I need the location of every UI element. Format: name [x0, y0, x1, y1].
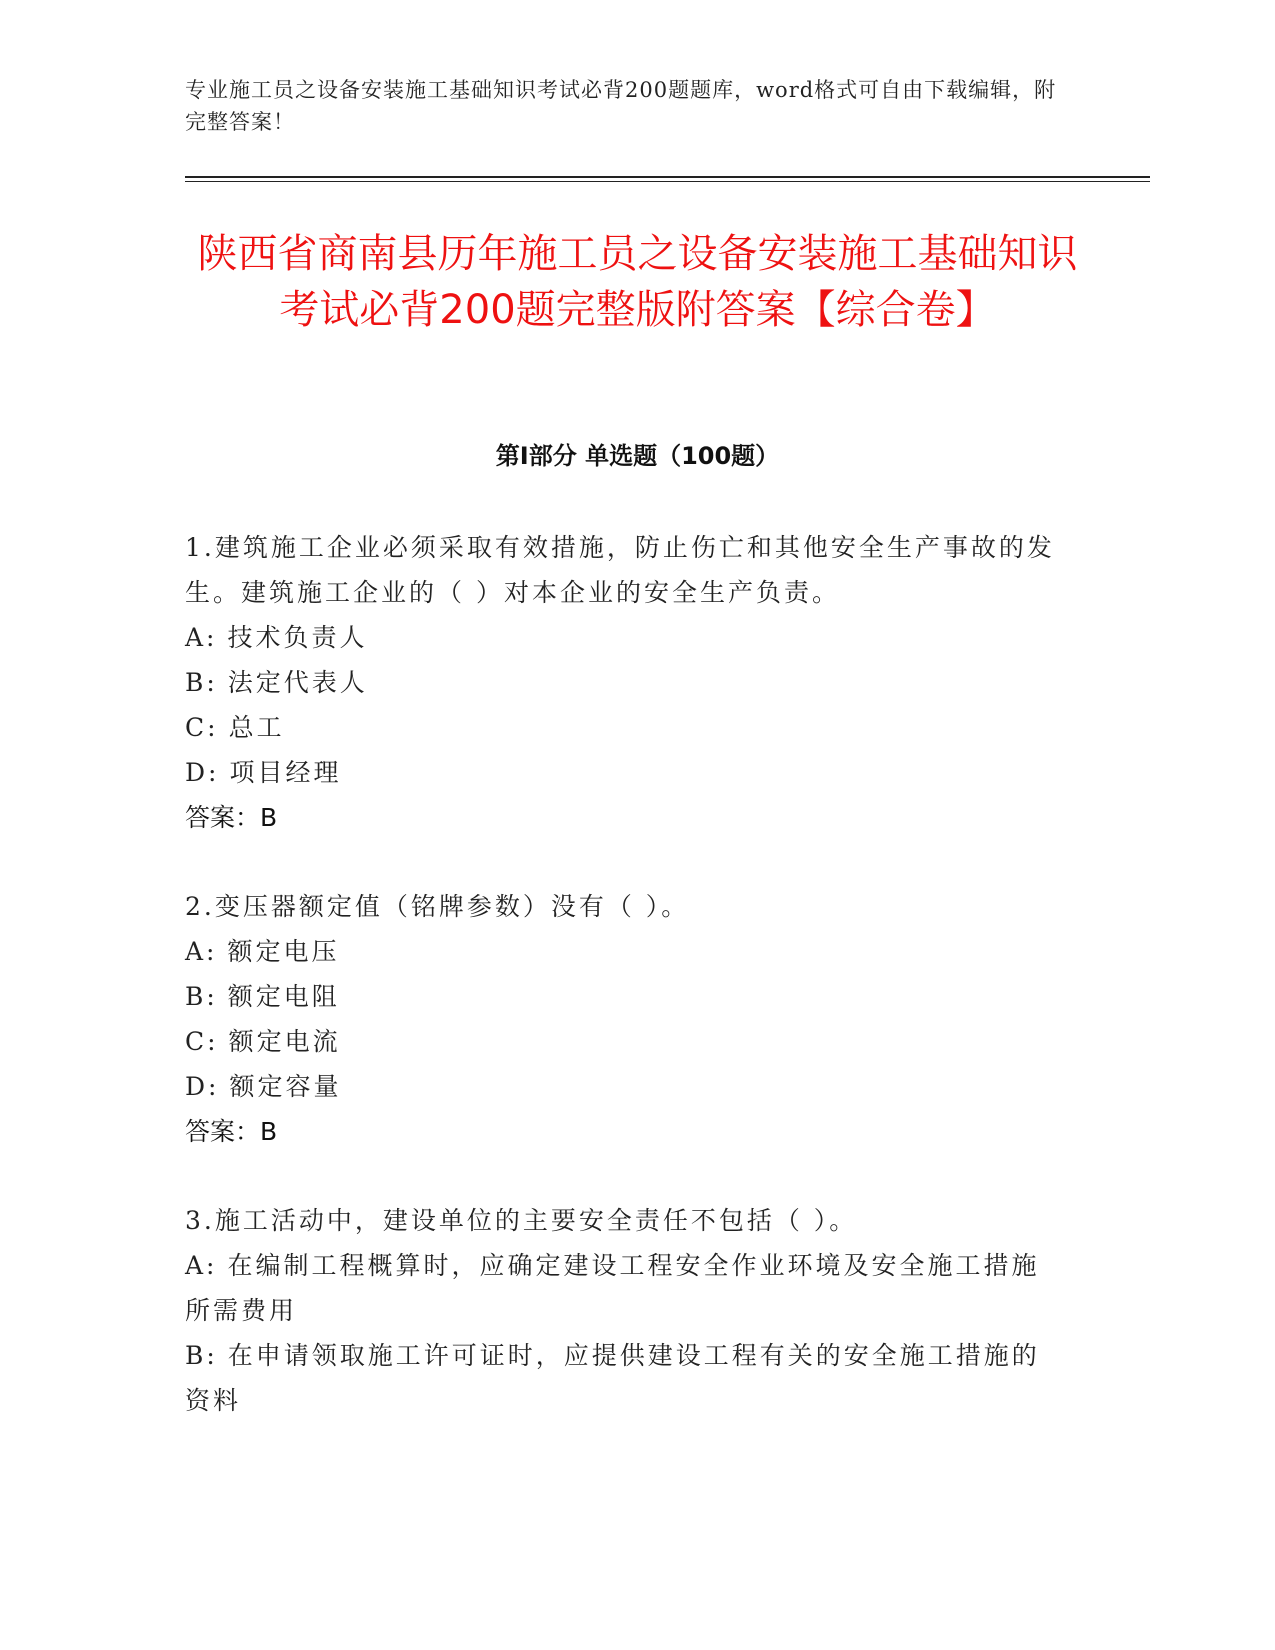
- option-letter: B:: [185, 668, 218, 697]
- document-title: 陕西省商南县历年施工员之设备安装施工基础知识考试必背200题完整版附答案【综合卷】: [197, 231, 1078, 333]
- option-b: [185, 974, 1065, 1019]
- option-d: [185, 1064, 1065, 1109]
- option-b: [185, 1333, 1065, 1423]
- question-1: [185, 525, 1065, 840]
- answer-line: 答案：B: [185, 803, 278, 832]
- option-b: [185, 660, 1065, 705]
- option-d: [185, 750, 1065, 795]
- option-a: [185, 929, 1065, 974]
- header-rule-thick: [185, 176, 1150, 178]
- option-letter: A:: [185, 623, 218, 652]
- option-text: 总工: [228, 713, 285, 742]
- option-a: [185, 615, 1065, 660]
- question-text: 2.变压器额定值（铭牌参数）没有（ ）。: [185, 892, 690, 921]
- question-text: 1.建筑施工企业必须采取有效措施，防止伤亡和其他安全生产事故的发生。建筑施工企业的（ ）对本企业的安全生产负责。: [185, 533, 1055, 607]
- option-text: 技术负责人: [227, 623, 368, 652]
- option-c: [185, 705, 1065, 750]
- option-letter: C:: [185, 1027, 219, 1056]
- question-2: [185, 884, 1065, 1154]
- option-letter: A:: [185, 1251, 218, 1280]
- option-letter: C:: [185, 713, 219, 742]
- option-text: 额定容量: [229, 1072, 342, 1101]
- option-letter: D:: [185, 1072, 220, 1101]
- question-list: [185, 525, 1065, 1467]
- option-letter: B:: [185, 982, 218, 1011]
- option-text: 法定代表人: [227, 668, 368, 697]
- option-text: 项目经理: [229, 758, 342, 787]
- option-text: 额定电压: [227, 937, 340, 966]
- option-text: 在申请领取施工许可证时，应提供建设工程有关的安全施工措施的资料: [185, 1341, 1040, 1415]
- option-c: [185, 1019, 1065, 1064]
- header-rule-thin: [185, 181, 1150, 182]
- option-letter: A:: [185, 937, 218, 966]
- option-text: 在编制工程概算时，应确定建设工程安全作业环境及安全施工措施所需费用: [185, 1251, 1040, 1325]
- question-3: [185, 1198, 1065, 1423]
- option-text: 额定电阻: [227, 982, 340, 1011]
- header-note: 专业施工员之设备安装施工基础知识考试必背200题题库，word格式可自由下载编辑，附完整答案！: [185, 78, 1057, 134]
- option-text: 额定电流: [228, 1027, 341, 1056]
- option-letter: D:: [185, 758, 220, 787]
- question-text: 3.施工活动中，建设单位的主要安全责任不包括（ ）。: [185, 1206, 858, 1235]
- section-heading: 第Ⅰ部分 单选题（100题）: [495, 442, 780, 470]
- answer-line: 答案：B: [185, 1117, 278, 1146]
- option-a: [185, 1243, 1065, 1333]
- option-letter: B:: [185, 1341, 218, 1370]
